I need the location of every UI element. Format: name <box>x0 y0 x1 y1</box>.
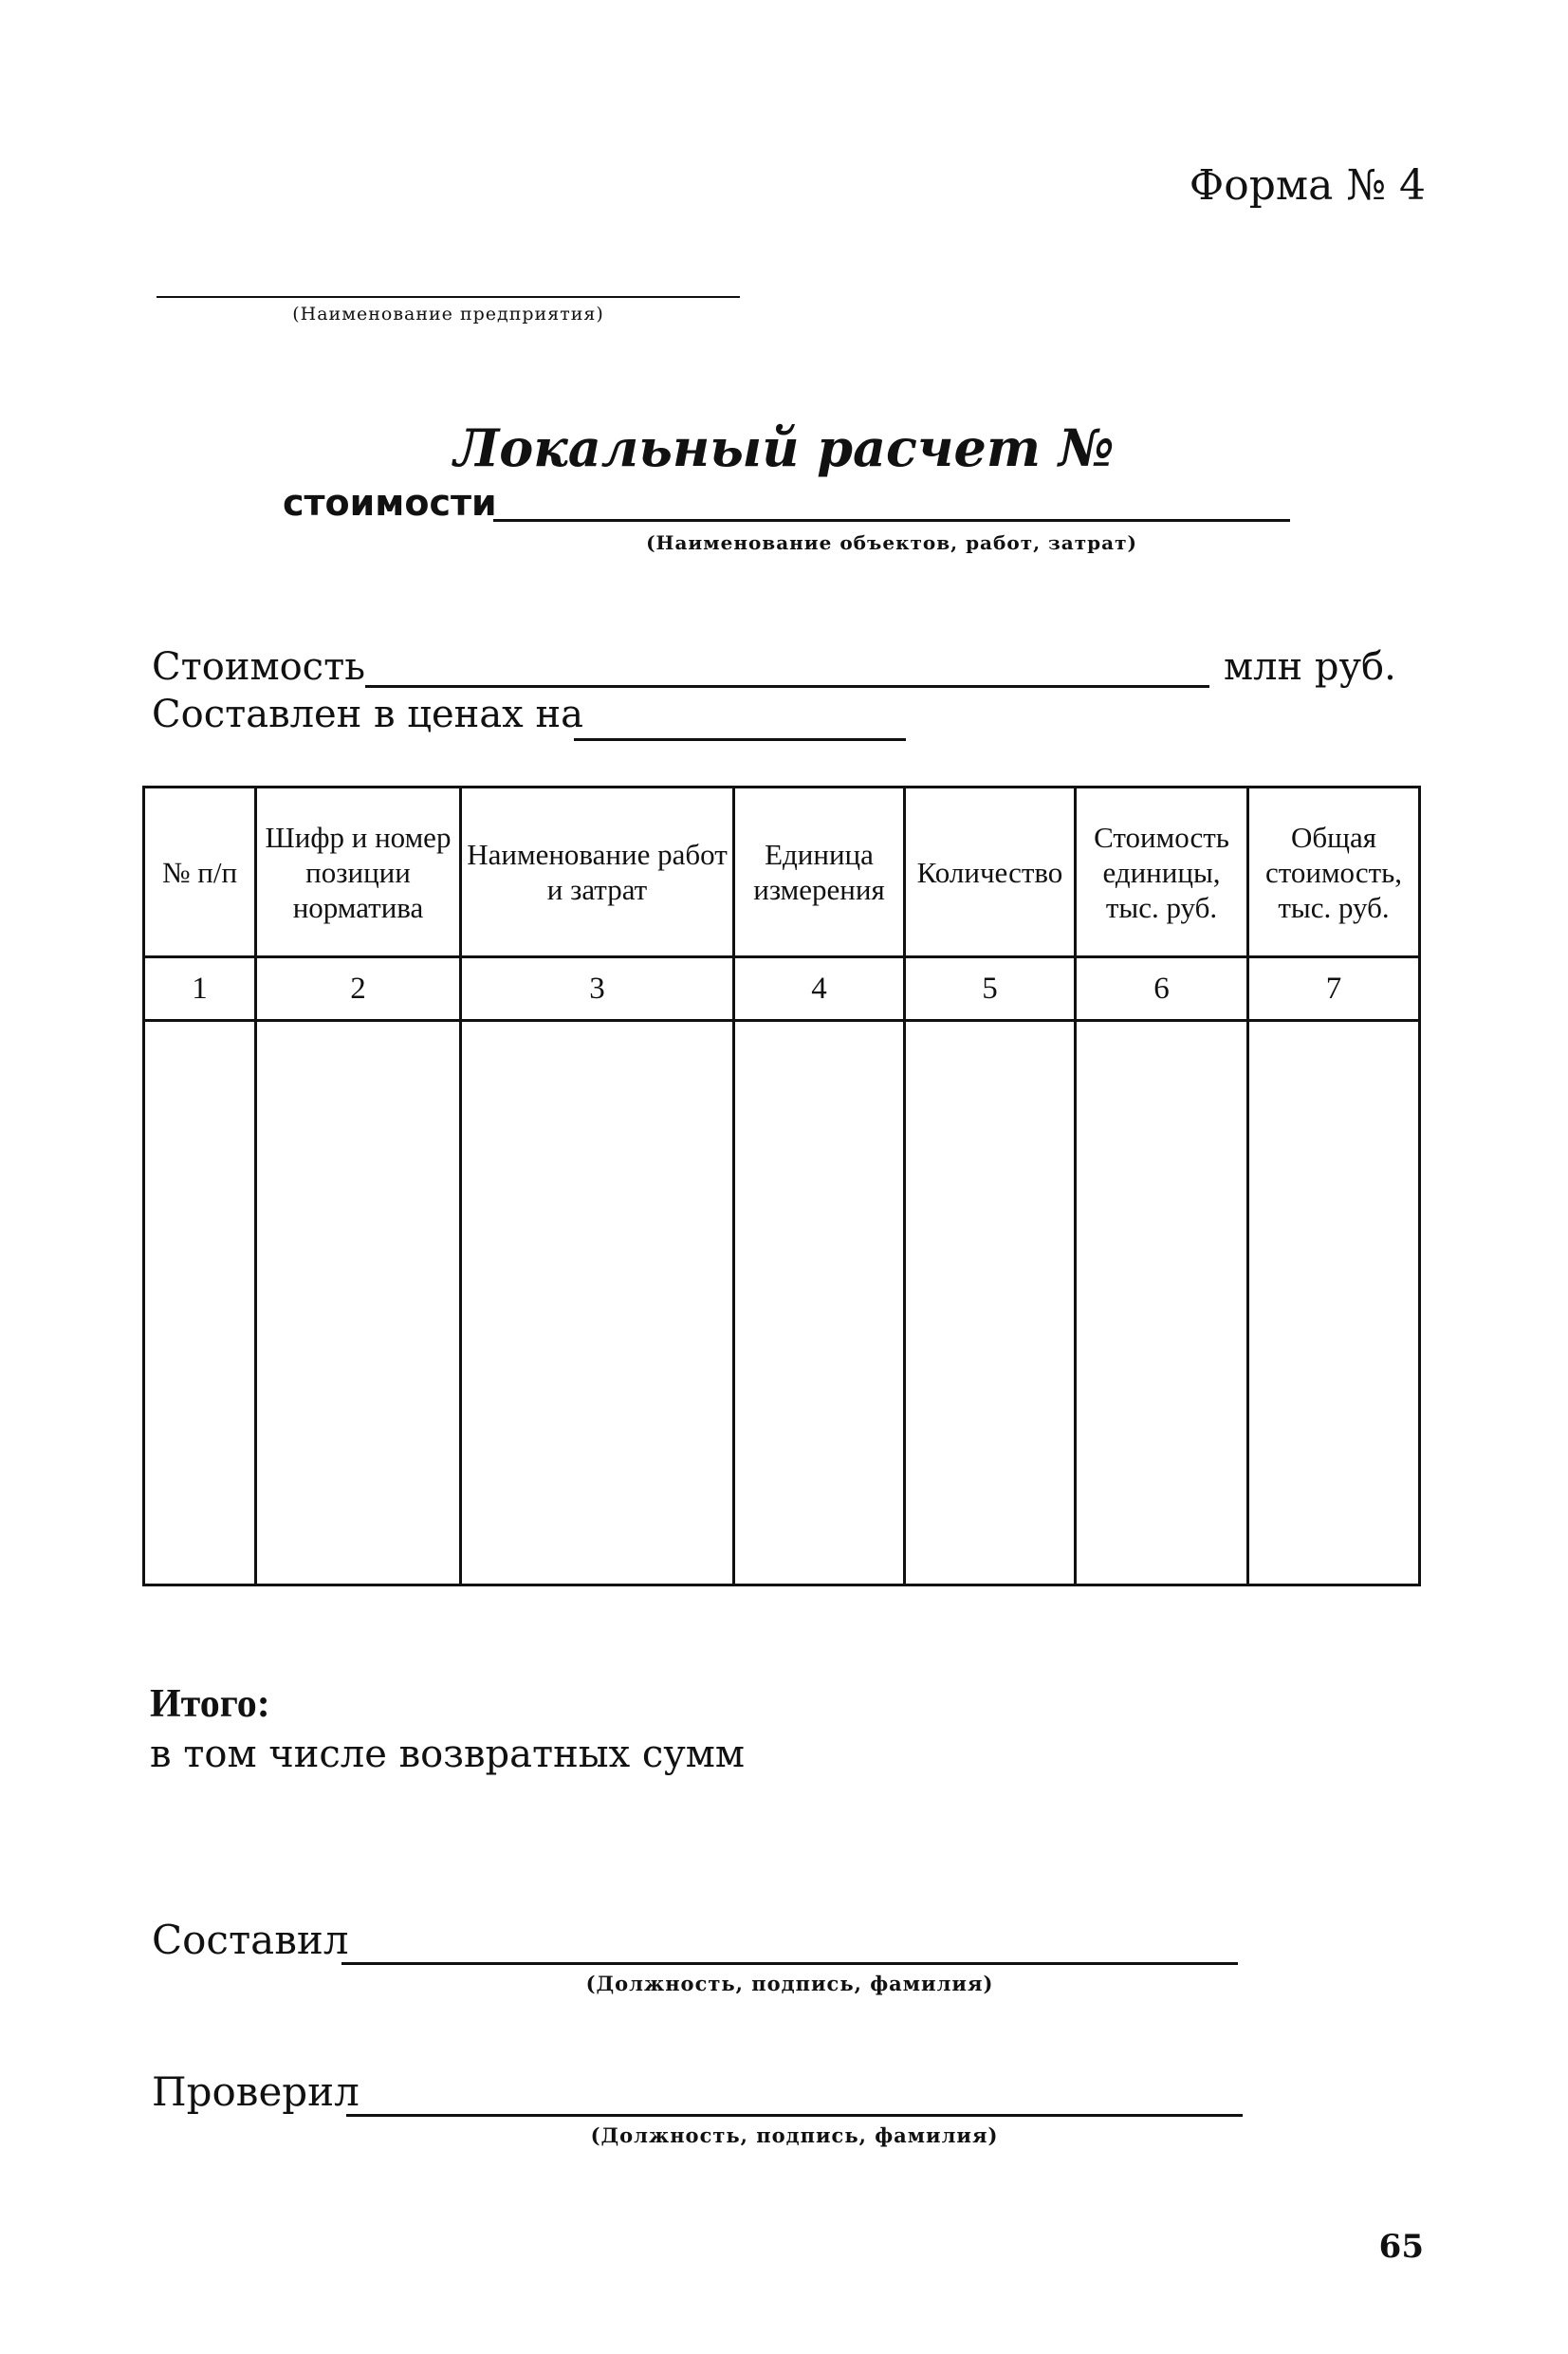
compiled-by-label: Составил <box>152 1917 349 1963</box>
page-number: 65 <box>1378 2228 1424 2266</box>
form-number: Форма № 4 <box>1189 161 1426 210</box>
column-header: Общая стоимость, тыс. руб. <box>1248 788 1420 957</box>
estimate-table <box>142 786 1421 1586</box>
column-header: Единица измерения <box>734 788 905 957</box>
cost-unit-label: млн руб. <box>1224 645 1396 689</box>
enterprise-name-line[interactable] <box>157 296 740 298</box>
empty-cell[interactable] <box>905 1021 1076 1585</box>
objects-name-line[interactable] <box>493 519 1290 522</box>
cost-of-label: стоимости <box>283 482 497 524</box>
column-number: 6 <box>1076 957 1248 1021</box>
column-number: 2 <box>256 957 461 1021</box>
prices-date-label: Составлен в ценах на <box>152 693 583 736</box>
cost-value-line[interactable] <box>365 685 1209 688</box>
objects-caption: (Наименование объектов, работ, затрат) <box>646 531 1137 554</box>
checked-by-line[interactable] <box>346 2114 1243 2117</box>
empty-cell[interactable] <box>1076 1021 1248 1585</box>
column-header: Наименование работ и затрат <box>461 788 734 957</box>
column-header: Шифр и номер позиции норматива <box>256 788 461 957</box>
column-header: № п/п <box>144 788 256 957</box>
table-header-row <box>144 788 1420 957</box>
compiled-by-caption: (Должность, подпись, фамилия) <box>585 1972 994 1995</box>
empty-cell[interactable] <box>1248 1021 1420 1585</box>
column-header: Количество <box>905 788 1076 957</box>
compiled-by-line[interactable] <box>341 1962 1238 1965</box>
column-header: Стоимость единицы, тыс. руб. <box>1076 788 1248 957</box>
empty-cell[interactable] <box>734 1021 905 1585</box>
cost-label: Стоимость <box>152 645 365 689</box>
returns-label: в том числе возвратных сумм <box>150 1733 746 1776</box>
column-number: 5 <box>905 957 1076 1021</box>
column-number: 1 <box>144 957 256 1021</box>
checked-by-caption: (Должность, подпись, фамилия) <box>590 2123 999 2147</box>
prices-date-line[interactable] <box>574 738 906 741</box>
empty-cell[interactable] <box>461 1021 734 1585</box>
column-number: 3 <box>461 957 734 1021</box>
total-label: Итого: <box>150 1682 270 1726</box>
enterprise-caption: (Наименование предприятия) <box>292 304 604 324</box>
empty-cell[interactable] <box>256 1021 461 1585</box>
table-body-row <box>144 1021 1420 1585</box>
checked-by-label: Проверил <box>152 2068 360 2115</box>
column-number: 7 <box>1248 957 1420 1021</box>
document-title: Локальный расчет № <box>453 417 1115 478</box>
column-number: 4 <box>734 957 905 1021</box>
column-number-row <box>144 957 1420 1021</box>
empty-cell[interactable] <box>144 1021 256 1585</box>
